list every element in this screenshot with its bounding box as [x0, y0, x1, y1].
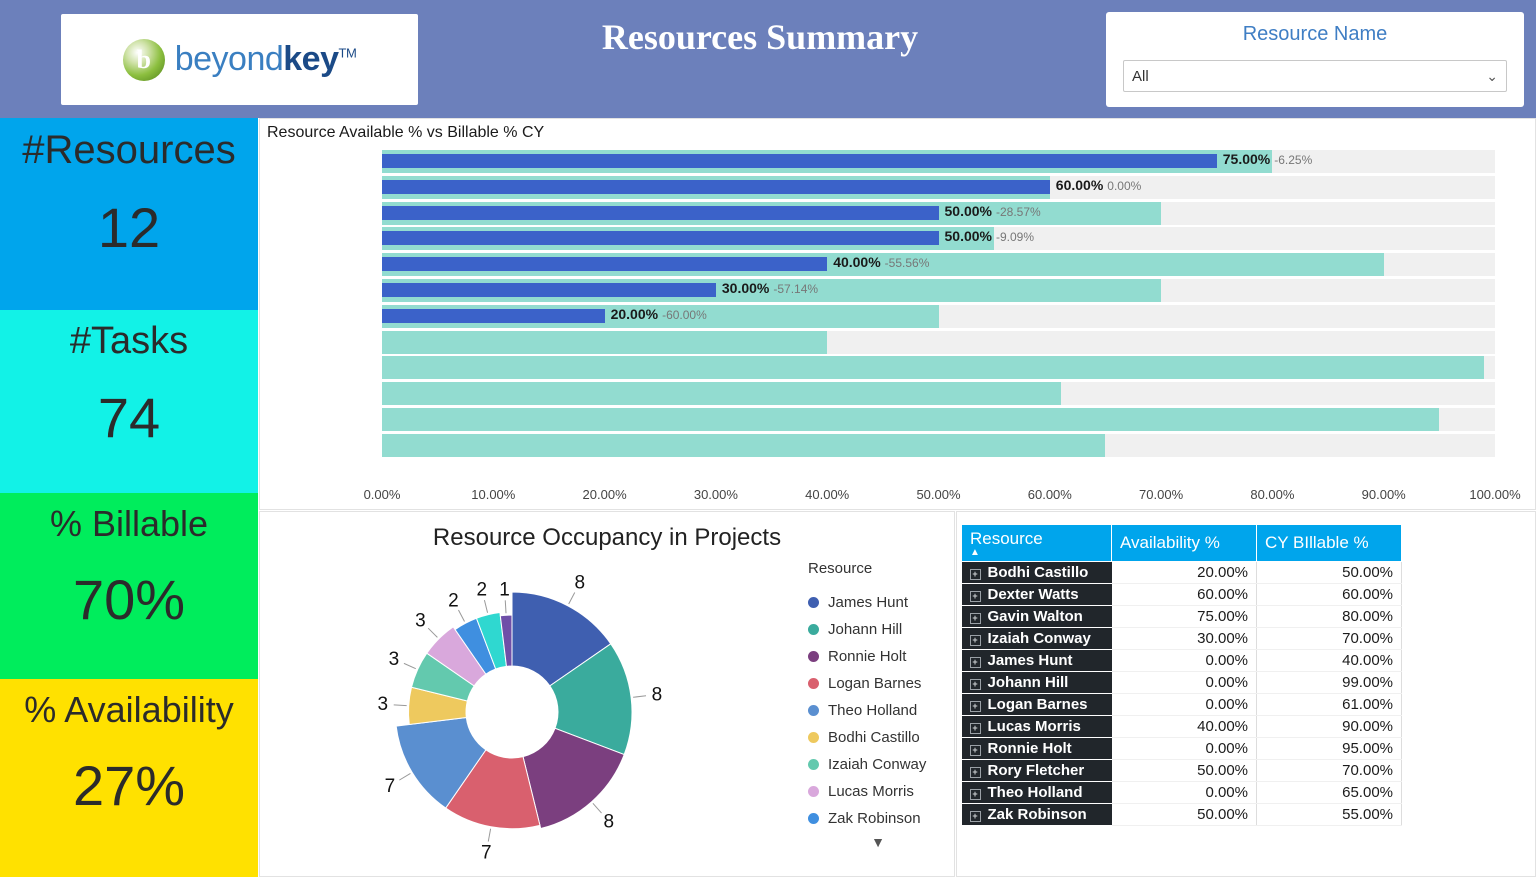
logo-wordmark: beyondkey™ — [174, 40, 357, 78]
bar-data-label: 20.00% -60.00% — [610, 305, 707, 322]
table-row[interactable] — [962, 716, 1402, 738]
donut-value-label: 8 — [651, 684, 663, 706]
legend-item-label: Lucas Morris — [828, 783, 914, 800]
bar-data-label: 50.00% -28.57% — [944, 202, 1041, 219]
legend-color-swatch — [808, 597, 819, 608]
bar-availability[interactable] — [382, 154, 1217, 168]
bar-track — [382, 150, 1495, 173]
table-cell-availability: 40.00% — [1112, 716, 1257, 738]
kpi-card-resources[interactable] — [0, 118, 258, 310]
column-header-availability[interactable]: Availability % — [1112, 525, 1257, 562]
resource-table-panel — [956, 511, 1536, 877]
bar-chart-row[interactable] — [260, 226, 1536, 252]
donut-value-label: 3 — [388, 648, 400, 670]
bar-availability[interactable] — [382, 257, 827, 271]
table-resource-name: Zak Robinson — [987, 806, 1087, 823]
bar-track — [382, 253, 1495, 276]
bar-chart-row[interactable] — [260, 407, 1536, 433]
donut-value-label: 8 — [603, 811, 615, 833]
resource-table — [961, 524, 1402, 826]
expand-icon[interactable]: + — [970, 679, 981, 690]
x-axis-tick: 90.00% — [1361, 487, 1406, 502]
table-cell-resource[interactable] — [962, 584, 1112, 606]
table-cell-billable: 70.00% — [1257, 628, 1402, 650]
donut-chart-plot[interactable] — [272, 560, 752, 870]
kpi-title: % Availability — [24, 689, 234, 730]
bar-chart-row[interactable] — [260, 381, 1536, 407]
table-row[interactable] — [962, 562, 1402, 584]
donut-leader-line — [505, 600, 506, 613]
bar-chart-x-axis — [363, 487, 1521, 507]
bar-data-label: 30.00% -57.14% — [721, 279, 819, 296]
table-cell-resource[interactable] — [962, 606, 1112, 628]
donut-leader-line — [633, 696, 646, 698]
chevron-down-icon: ⌄ — [1486, 67, 1498, 84]
donut-leader-line — [428, 628, 437, 637]
table-row[interactable] — [962, 694, 1402, 716]
expand-icon[interactable]: + — [970, 723, 981, 734]
table-cell-availability: 30.00% — [1112, 628, 1257, 650]
bar-chart-row[interactable] — [260, 304, 1536, 330]
legend-item-label: Johann Hill — [828, 621, 903, 638]
bar-billable[interactable] — [382, 434, 1105, 457]
donut-value-label: 8 — [574, 572, 586, 594]
legend-item[interactable] — [808, 805, 948, 832]
table-resource-name: Dexter Watts — [987, 586, 1079, 603]
donut-value-label: 2 — [448, 590, 459, 612]
table-cell-resource[interactable] — [962, 562, 1112, 584]
donut-leader-line — [488, 829, 490, 842]
table-resource-name: Lucas Morris — [987, 718, 1081, 735]
table-resource-name: Izaiah Conway — [987, 630, 1091, 647]
bar-track — [382, 382, 1495, 405]
legend-item[interactable] — [808, 643, 948, 670]
bar-track — [382, 279, 1495, 302]
legend-item-label: James Hunt — [828, 594, 909, 611]
table-row[interactable] — [962, 650, 1402, 672]
company-logo — [61, 14, 418, 105]
donut-leader-line — [569, 592, 575, 604]
table-cell-billable: 65.00% — [1257, 782, 1402, 804]
table-cell-resource[interactable] — [962, 738, 1112, 760]
legend-item[interactable] — [808, 778, 948, 805]
legend-color-swatch — [808, 678, 819, 689]
legend-color-swatch — [808, 624, 819, 635]
bar-track — [382, 331, 1495, 354]
table-cell-resource[interactable] — [962, 694, 1112, 716]
bar-availability[interactable] — [382, 231, 939, 245]
table-cell-availability: 75.00% — [1112, 606, 1257, 628]
x-axis-tick: 100.00% — [1469, 487, 1521, 502]
table-resource-name: Rory Fletcher — [987, 762, 1085, 779]
page-title: Resources Summary — [601, 17, 919, 57]
legend-item-label: Theo Holland — [828, 702, 918, 719]
expand-icon[interactable]: + — [970, 569, 981, 580]
donut-leader-line — [404, 663, 416, 668]
table-cell-billable: 55.00% — [1257, 804, 1402, 826]
donut-value-label: 2 — [476, 579, 488, 601]
legend-item[interactable] — [808, 616, 948, 643]
legend-color-swatch — [808, 786, 819, 797]
expand-icon[interactable]: + — [970, 789, 981, 800]
kpi-value: 12 — [97, 196, 161, 259]
bar-billable[interactable] — [382, 382, 1061, 405]
bar-availability[interactable] — [382, 206, 939, 220]
donut-legend — [808, 560, 948, 850]
table-cell-resource[interactable] — [962, 782, 1112, 804]
donut-value-label: 7 — [480, 842, 492, 864]
table-resource-name: Logan Barnes — [987, 696, 1088, 713]
legend-item-label: Izaiah Conway — [828, 756, 927, 773]
table-resource-name: Gavin Walton — [987, 608, 1083, 625]
bar-billable[interactable] — [382, 356, 1484, 379]
table-cell-resource[interactable] — [962, 628, 1112, 650]
bar-billable[interactable] — [382, 408, 1439, 431]
legend-item-label: Bodhi Castillo — [828, 729, 920, 746]
kpi-title: #Resources — [22, 128, 236, 172]
bar-track — [382, 227, 1495, 250]
slicer-value: All — [1132, 67, 1149, 85]
expand-icon[interactable]: + — [970, 701, 981, 712]
bar-track — [382, 305, 1495, 328]
kpi-column — [0, 118, 258, 877]
bar-chart-row[interactable] — [260, 201, 1536, 227]
table-row[interactable] — [962, 760, 1402, 782]
table-resource-name: Ronnie Holt — [987, 740, 1072, 757]
table-cell-availability: 50.00% — [1112, 760, 1257, 782]
table-row[interactable] — [962, 584, 1402, 606]
bar-track — [382, 356, 1495, 379]
table-cell-availability: 0.00% — [1112, 672, 1257, 694]
table-cell-billable: 80.00% — [1257, 606, 1402, 628]
legend-color-swatch — [808, 732, 819, 743]
donut-value-label: 3 — [415, 610, 426, 632]
bar-chart-row[interactable] — [260, 278, 1536, 304]
kpi-card-tasks[interactable] — [0, 310, 258, 493]
table-row[interactable] — [962, 628, 1402, 650]
table-cell-billable: 90.00% — [1257, 716, 1402, 738]
table-cell-billable: 40.00% — [1257, 650, 1402, 672]
bar-chart-row[interactable] — [260, 175, 1536, 201]
legend-color-swatch — [808, 705, 819, 716]
expand-icon[interactable]: + — [970, 745, 981, 756]
bar-track — [382, 176, 1495, 199]
table-resource-name: Bodhi Castillo — [987, 564, 1089, 581]
bar-availability[interactable] — [382, 180, 1050, 194]
donut-leader-line — [458, 610, 464, 622]
table-cell-resource[interactable] — [962, 672, 1112, 694]
x-axis-tick: 60.00% — [1027, 487, 1072, 502]
donut-leader-line — [484, 600, 487, 613]
table-cell-billable: 61.00% — [1257, 694, 1402, 716]
expand-icon[interactable]: + — [970, 613, 981, 624]
bar-data-label: 40.00% -55.56% — [833, 254, 930, 271]
resource-name-dropdown[interactable] — [1123, 60, 1507, 92]
table-resource-name: Theo Holland — [987, 784, 1083, 801]
bar-data-label: 75.00% -6.25% — [1222, 151, 1313, 167]
table-cell-availability: 50.00% — [1112, 804, 1257, 826]
legend-color-swatch — [808, 759, 819, 770]
bar-chart-row[interactable] — [260, 149, 1536, 175]
expand-icon[interactable]: + — [970, 591, 981, 602]
table-cell-availability: 0.00% — [1112, 650, 1257, 672]
legend-item[interactable] — [808, 724, 948, 751]
legend-item-label: Logan Barnes — [828, 675, 922, 692]
kpi-card-availability[interactable] — [0, 679, 258, 877]
bar-chart-plot[interactable] — [260, 149, 1536, 479]
legend-item[interactable] — [808, 670, 948, 697]
bar-chart-row[interactable] — [260, 433, 1536, 459]
bar-data-label: 60.00% 0.00% — [1055, 176, 1142, 193]
resource-name-slicer — [1106, 12, 1524, 107]
bar-data-label: 50.00% -9.09% — [944, 228, 1035, 245]
kpi-value: 27% — [72, 754, 186, 817]
x-axis-tick: 20.00% — [582, 487, 627, 502]
x-axis-tick: 10.00% — [471, 487, 516, 502]
bar-availability[interactable] — [382, 309, 605, 323]
donut-value-label: 7 — [384, 775, 396, 797]
table-cell-availability: 60.00% — [1112, 584, 1257, 606]
x-axis-tick: 30.00% — [693, 487, 738, 502]
table-cell-availability: 20.00% — [1112, 562, 1257, 584]
x-axis-tick: 0.00% — [363, 487, 401, 502]
table-cell-billable: 95.00% — [1257, 738, 1402, 760]
donut-chart-title: Resource Occupancy in Projects — [432, 524, 782, 551]
table-row[interactable] — [962, 672, 1402, 694]
table-cell-availability: 0.00% — [1112, 738, 1257, 760]
bar-chart-row[interactable] — [260, 355, 1536, 381]
bar-availability[interactable] — [382, 283, 716, 297]
table-cell-billable: 50.00% — [1257, 562, 1402, 584]
legend-scroll-down-icon[interactable]: ▼ — [871, 834, 885, 850]
table-cell-billable: 70.00% — [1257, 760, 1402, 782]
bar-chart-title: Resource Available % vs Billable % CY — [267, 124, 545, 141]
bar-track — [382, 434, 1495, 457]
table-cell-billable: 99.00% — [1257, 672, 1402, 694]
table-resource-name: Johann Hill — [987, 674, 1069, 691]
legend-title: Resource — [808, 560, 873, 577]
expand-icon[interactable]: + — [970, 635, 981, 646]
table-row[interactable] — [962, 738, 1402, 760]
donut-leader-line — [394, 705, 407, 706]
legend-item[interactable] — [808, 697, 948, 724]
donut-leader-line — [593, 803, 602, 813]
x-axis-tick: 70.00% — [1139, 487, 1184, 502]
bar-billable[interactable] — [382, 331, 827, 354]
kpi-value: 74 — [97, 386, 161, 449]
kpi-title: % Billable — [49, 503, 209, 544]
table-cell-resource[interactable] — [962, 716, 1112, 738]
x-axis-tick: 40.00% — [805, 487, 850, 502]
legend-item[interactable] — [808, 589, 948, 616]
bar-chart-row[interactable] — [260, 252, 1536, 278]
table-row[interactable] — [962, 782, 1402, 804]
table-cell-billable: 60.00% — [1257, 584, 1402, 606]
kpi-title: #Tasks — [69, 320, 189, 362]
x-axis-tick: 80.00% — [1250, 487, 1295, 502]
bar-chart-row[interactable] — [260, 330, 1536, 356]
legend-item-label: Ronnie Holt — [828, 648, 907, 665]
donut-value-label: 3 — [377, 694, 389, 716]
table-cell-resource[interactable] — [962, 760, 1112, 782]
bar-track — [382, 202, 1495, 225]
bar-track — [382, 408, 1495, 431]
donut-svg — [272, 560, 752, 870]
column-header-resource[interactable]: Resource ▲ — [962, 525, 1112, 562]
table-cell-resource[interactable] — [962, 804, 1112, 826]
logo-mark-icon: b — [123, 39, 165, 81]
table-cell-availability: 0.00% — [1112, 782, 1257, 804]
sort-ascending-icon: ▲ — [970, 547, 980, 558]
legend-item-label: Zak Robinson — [828, 810, 921, 827]
kpi-value: 70% — [72, 568, 186, 631]
donut-leader-line — [399, 773, 410, 780]
table-row[interactable] — [962, 606, 1402, 628]
table-cell-availability: 0.00% — [1112, 694, 1257, 716]
table-header-row — [962, 525, 1402, 562]
table-row[interactable] — [962, 804, 1402, 826]
legend-item[interactable] — [808, 751, 948, 778]
dashboard-header — [0, 0, 1536, 118]
expand-icon[interactable]: + — [970, 657, 981, 668]
expand-icon[interactable]: + — [970, 767, 981, 778]
kpi-card-billable[interactable] — [0, 493, 258, 679]
expand-icon[interactable]: + — [970, 811, 981, 822]
legend-color-swatch — [808, 813, 819, 824]
column-header-billable[interactable]: CY BIllable % — [1257, 525, 1402, 562]
donut-chart-panel — [259, 511, 955, 877]
table-resource-name: James Hunt — [987, 652, 1073, 669]
bar-chart-panel — [259, 118, 1536, 510]
x-axis-tick: 50.00% — [916, 487, 961, 502]
table-cell-resource[interactable] — [962, 650, 1112, 672]
legend-color-swatch — [808, 651, 819, 662]
slicer-label: Resource Name — [1242, 23, 1388, 45]
donut-value-label: 1 — [499, 579, 510, 601]
